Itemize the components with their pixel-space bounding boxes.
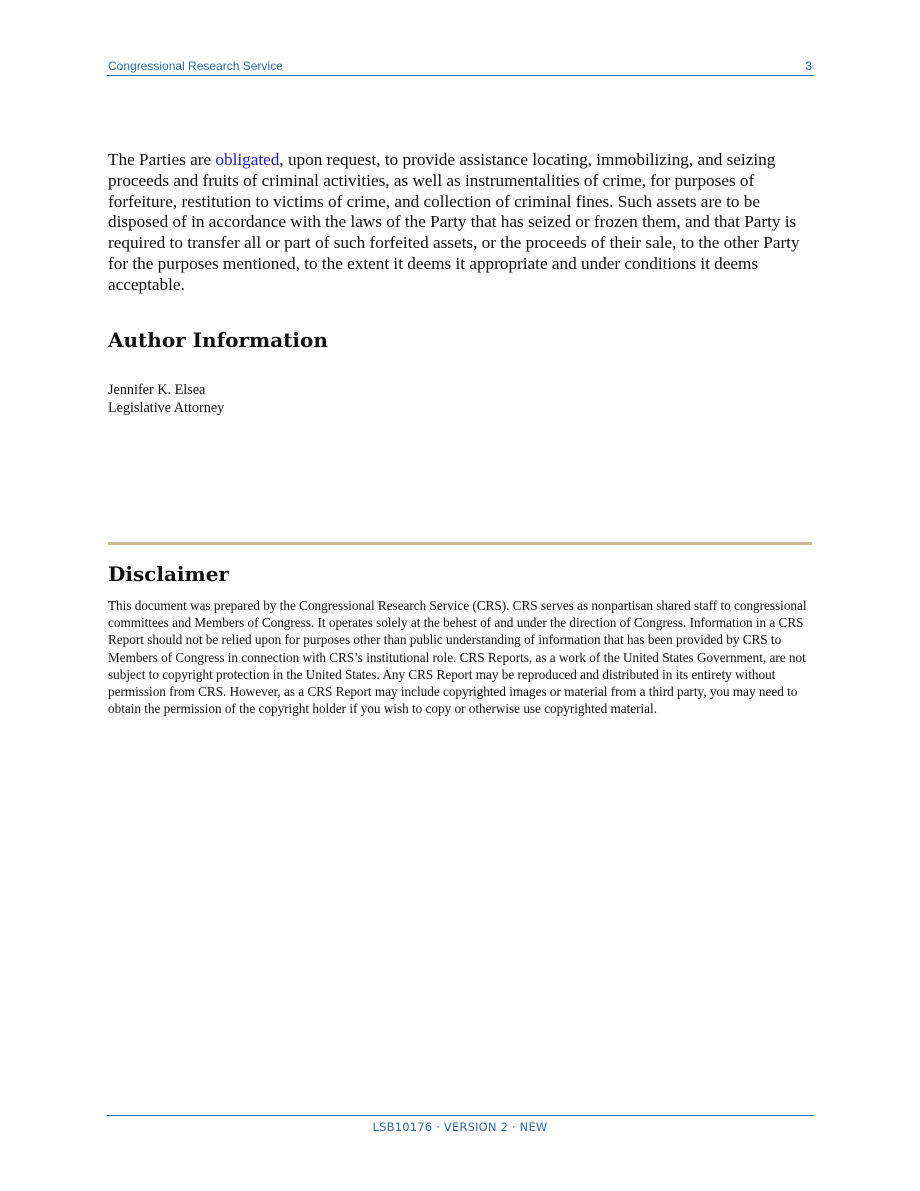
disclaimer-heading: Disclaimer xyxy=(108,562,229,586)
author-name: Jennifer K. Elsea xyxy=(108,382,206,398)
disclaimer-text: This document was prepared by the Congressional Research Service (CRS). CRS serves as nonpartisan shared staff to congressional committees and Members of Congress. It operates solely at the behest of and under the direction of Congress. Information in a CRS Report should not be relied upon for purposes other than public understanding of information that has been provided by CRS to Members of Congress in connection with CRS’s institutional role. CRS Reports, as a work of the United States Government, are not subject to copyright protection in the United States. Any CRS Report may be reproduced and distributed in its entirety without permission from CRS. However, as a CRS Report may include copyrighted images or material from a third party, you may need to obtain the permission of the copyright holder if you wish to copy or otherwise use copyrighted material. xyxy=(108,598,807,717)
body-paragraph xyxy=(108,150,814,296)
footer-divider xyxy=(107,1115,814,1116)
obligated-link[interactable]: obligated xyxy=(215,150,280,169)
author-information-heading: Author Information xyxy=(108,328,328,352)
footer-report-id: LSB10176 · VERSION 2 · NEW xyxy=(372,1120,548,1134)
page-number: 3 xyxy=(805,59,812,73)
paragraph-text-start: The Parties are xyxy=(108,150,216,169)
author-title: Legislative Attorney xyxy=(108,400,225,416)
page-header xyxy=(107,58,814,76)
header-publisher: Congressional Research Service xyxy=(108,59,283,73)
author-block xyxy=(108,381,224,417)
disclaimer-divider xyxy=(108,542,812,545)
paragraph-text-rest: , upon request, to provide assistance locating, immobilizing, and seizing proceeds and fruits of criminal activities, as well as instrumentalities of crime, for purposes of forfeiture, restitution to victims of crime, and collection of criminal fines. Such assets are to be disposed of in accordance with the laws of the Party that has seized or frozen them, and that Party is required to transfer all or part of such forfeited assets, or the proceeds of their sale, to the other Party for the purposes mentioned, to the extent it deems it appropriate and under conditions it deems acceptable. xyxy=(108,150,800,294)
